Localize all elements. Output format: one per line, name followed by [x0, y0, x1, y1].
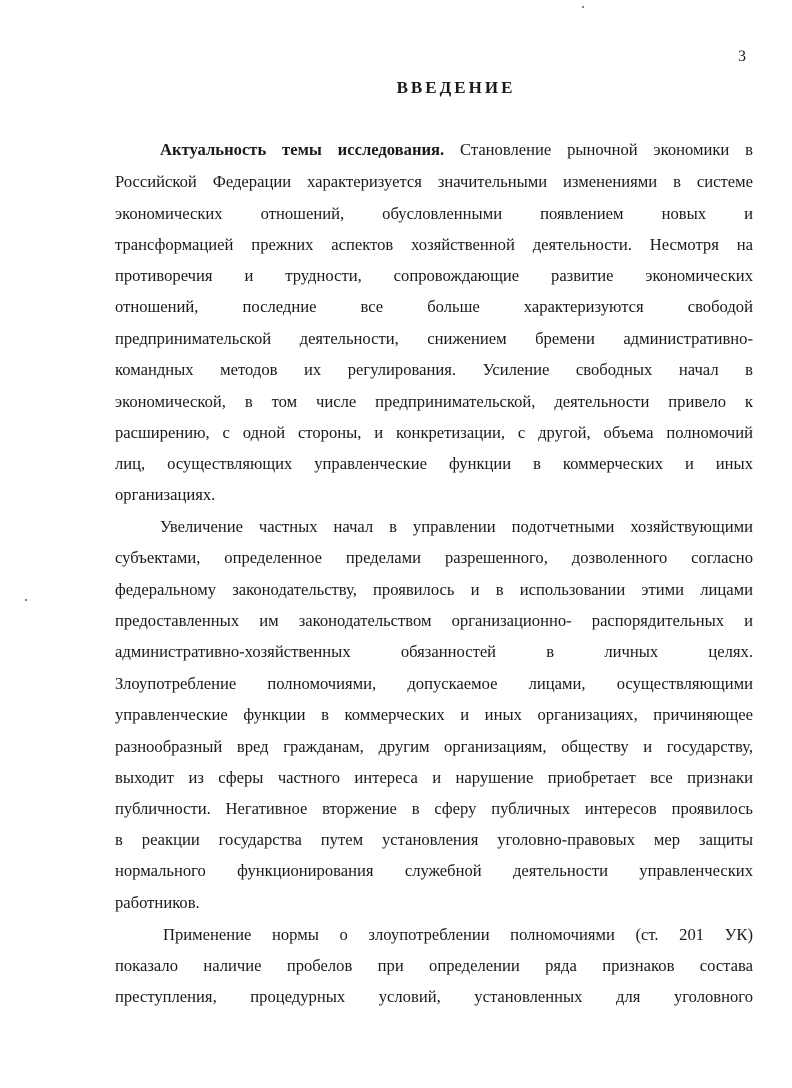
text-line: показало наличие пробелов при определении ряда признаков состава	[115, 956, 753, 975]
text-line: федеральному законодательству, проявилось и в использовании этими лицами	[115, 580, 753, 599]
text-line: Актуальность темы исследования. Становление рыночной экономики в	[160, 140, 753, 159]
text-line: публичности. Негативное вторжение в сферу публичных интересов проявилось	[115, 799, 753, 818]
scan-speck	[25, 599, 27, 601]
text-line: противоречия и трудности, сопровождающие развитие экономических	[115, 266, 753, 285]
text-line: отношений, последние все больше характеризуются свободой	[115, 297, 753, 316]
text-line: управленческие функции в коммерческих и иных организациях, причиняющее	[115, 705, 753, 724]
text-line: Злоупотребление полномочиями, допускаемое лицами, осуществляющими	[115, 674, 753, 693]
section-lead: Актуальность темы исследования.	[160, 140, 445, 159]
text-line: организациях.	[115, 485, 216, 504]
text-line: в реакции государства путем установления уголовно-правовых мер защиты	[115, 830, 753, 849]
text-line: предоставленных им законодательством организационно- распорядительных и	[115, 611, 753, 630]
text-line: экономических отношений, обусловленными появлением новых и	[115, 204, 753, 223]
text-line: субъектами, определенное пределами разрешенного, дозволенного согласно	[115, 548, 753, 567]
text-line: Российской Федерации характеризуется значительными изменениями в системе	[115, 172, 753, 191]
text-line: трансформацией прежних аспектов хозяйственной деятельности. Несмотря на	[115, 235, 753, 254]
text-line: предпринимательской деятельности, снижением бремени административно-	[115, 329, 753, 348]
scan-speck	[582, 6, 584, 8]
page-title: ВВЕДЕНИЕ	[396, 78, 516, 97]
text-line: нормального функционирования служебной деятельности управленческих	[115, 861, 753, 880]
text-line: Применение нормы о злоупотреблении полномочиями (ст. 201 УК)	[163, 925, 753, 944]
text-line: экономической, в том числе предпринимательской, деятельности привело к	[115, 392, 753, 411]
text-line: расширению, с одной стороны, и конкретизации, с другой, объема полномочий	[115, 423, 753, 442]
text-line: административно-хозяйственных обязанностей в личных целях.	[115, 642, 753, 661]
text-line: командных методов их регулирования. Усиление свободных начал в	[115, 360, 753, 379]
text-line: лиц, осуществляющих управленческие функции в коммерческих и иных	[115, 454, 753, 473]
text-line: разнообразный вред гражданам, другим организациям, обществу и государству,	[115, 737, 753, 756]
text-line: работников.	[115, 893, 200, 912]
text-line: выходит из сферы частного интереса и нарушение приобретает все признаки	[115, 768, 753, 787]
text-line: преступления, процедурных условий, установленных для уголовного	[115, 987, 753, 1006]
page-number: 3	[738, 48, 746, 65]
text-line: Увеличение частных начал в управлении подотчетными хозяйствующими	[160, 517, 753, 536]
